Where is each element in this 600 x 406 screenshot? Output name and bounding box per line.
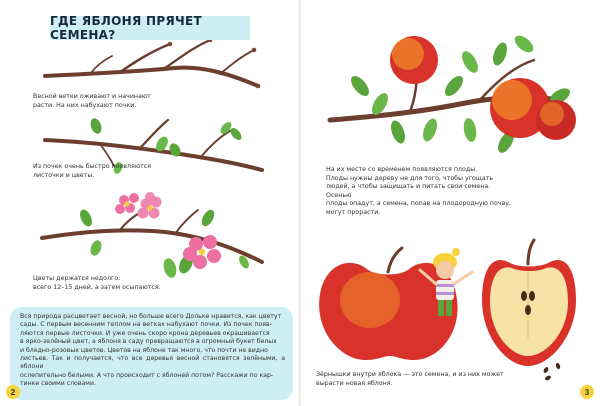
caption-line: На их месте со временем появляются плоды. — [326, 166, 478, 173]
info-text-line: ляются первые листочки. И уже очень скоро крона деревьев окрашивается — [20, 329, 270, 337]
caption-line: могут прорасти. — [326, 208, 381, 216]
caption-line: Весной ветки оживают и начинают — [33, 93, 151, 100]
info-text-line: Вся природа расцветает весной, но больше всего Дольке нравится, как цветут — [20, 313, 282, 320]
info-text-line: и бледно-розовых цветов. Цветов на яблоне так много, что почти не видно — [20, 346, 268, 354]
info-text-line: листьев. Так и получается, что все деревья весной становятся зелёными, а яблони — [20, 355, 285, 371]
blossom-branch-illustration — [42, 192, 262, 279]
caption-line: листочки и цветы. — [33, 171, 95, 179]
info-text-line: в ярко-зелёный цвет, а яблоня в саду превращаются в огромный букет белых — [20, 338, 277, 346]
caption-line: плоды опадут, а семена, попав на плодородную почву, — [326, 200, 512, 208]
caption-line: людей, а чтобы защищать и питать свои семена. Осенью — [326, 183, 491, 199]
caption-seeds — [316, 371, 526, 388]
caption-line: вырасти новая яблоня. — [316, 379, 393, 387]
caption-fruit — [326, 166, 516, 218]
info-text-line: тинке своими словами. — [20, 380, 96, 388]
cut-apple-illustration — [482, 240, 576, 366]
caption-bare-branch — [33, 93, 151, 110]
caption-line: всего 12–15 дней, а затем осыпаются. — [33, 283, 161, 291]
bare-branch-illustration — [45, 38, 260, 89]
caption-line: Зёрнышки внутри яблока — это семена, и из них может — [316, 371, 504, 378]
caption-line: расти. На них набухают почки. — [33, 101, 137, 109]
info-text-line: ослепительно белыми. А что происходит с яблоней потом? Расскажи по кар- — [20, 371, 274, 379]
caption-line: Плоды нужны дереву не для того, чтобы угощать — [326, 174, 494, 182]
page-number-right: 3 — [580, 385, 594, 399]
info-text-line: сады. С первым весенним теплом на ветках набухают почки. Из почек появ- — [20, 321, 272, 329]
page-title: ГДЕ ЯБЛОНЯ ПРЯЧЕТ СЕМЕНА? — [50, 16, 250, 40]
info-text — [20, 313, 285, 389]
apple-branch-illustration — [330, 32, 576, 155]
seeds-illustration — [543, 362, 561, 381]
page-number-left: 2 — [6, 385, 20, 399]
caption-line: Цветы держатся недолго: — [33, 275, 121, 282]
caption-leafing-branch — [33, 163, 151, 180]
caption-line: Из почек очень быстро появляются — [33, 163, 152, 170]
caption-blossom-branch — [33, 275, 161, 292]
